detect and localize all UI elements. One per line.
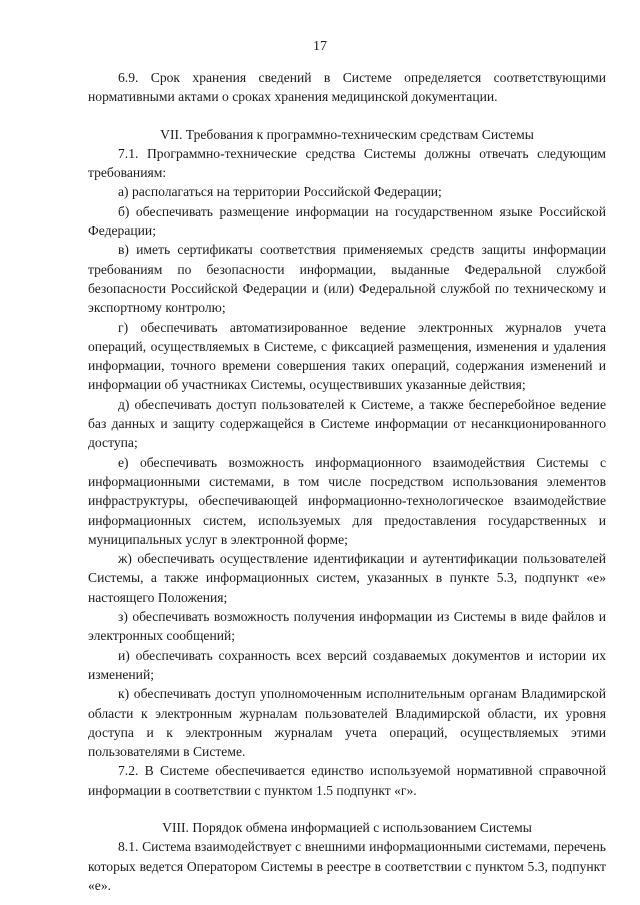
paragraph-7-2: 7.2. В Системе обеспечивается единство используемой нормативной справочной информации в соответствии с пунктом 1.5 подпункт «г». — [88, 763, 606, 798]
list-item-zh: ж) обеспечивать осуществление идентификации и аутентификации пользователей Системы, а также информационных систем, указанных в пункте 5.3, подпункт «е» настоящего Положения; — [88, 551, 606, 605]
list-item-g: г) обеспечивать автоматизированное ведение электронных журналов учета операций, осуществляемых в Системе, с фиксацией размещения, изменения и удаления информации, точного времени совершения таких операций, содержания изменений и информации об участниках Системы, осуществивших указанные действия; — [88, 319, 606, 393]
list-item-v: в) иметь сертификаты соответствия применяемых средств защиты информации требованиям по безопасности информации, выданные Федеральной службой безопасности Российской Федерации и (или) Федеральной службой по техническому и экспортному контролю; — [88, 242, 606, 316]
section-heading-vii: VII. Требования к программно-техническим средствам Системы — [160, 126, 534, 142]
list-item-e: е) обеспечивать возможность информационного взаимодействия Системы с информационными системами, в том числе посредством использования элементов инфраструктуры, обеспечивающей информационно-технологическое взаимодействие информационных систем, используемых для предоставления государственных и муниципальных услуг в электронной форме; — [88, 454, 606, 547]
page-number: 17 — [313, 39, 327, 54]
paragraph-8-1: 8.1. Система взаимодействует с внешними информационными системами, перечень которых ведется Оператором Системы в реестре в соответствии с пунктом 5.3, подпункт «е». — [88, 839, 606, 893]
document-body — [88, 68, 606, 895]
list-item-d: д) обеспечивать доступ пользователей к Системе, а также бесперебойное ведение баз данных и защиту содержащейся в Системе информации от несанкционированного доступа; — [88, 396, 606, 451]
paragraph-6-9: 6.9. Срок хранения сведений в Системе определяется соответствующими нормативными актами о сроках хранения медицинской документации. — [88, 70, 606, 105]
list-item-a: а) располагаться на территории Российской Федерации; — [118, 184, 442, 200]
paragraph-7-1: 7.1. Программно-технические средства Системы должны отвечать следующим требованиям: — [88, 145, 606, 181]
section-heading-viii: VIII. Порядок обмена информацией с использованием Системы — [162, 819, 532, 835]
list-item-b: б) обеспечивать размещение информации на государственном языке Российской Федерации; — [88, 203, 606, 239]
list-item-z: з) обеспечивать возможность получения информации из Системы в виде файлов и электронных сообщений; — [88, 609, 606, 644]
list-item-i: и) обеспечивать сохранность всех версий создаваемых документов и истории их изменений; — [88, 647, 606, 682]
list-item-k: к) обеспечивать доступ уполномоченным исполнительным органам Владимирской области к электронным журналам пользователей Владимирской области, их уровня доступа и к электронным журналам учета операций, осуществляемых этими пользователями в Системе. — [88, 686, 606, 760]
